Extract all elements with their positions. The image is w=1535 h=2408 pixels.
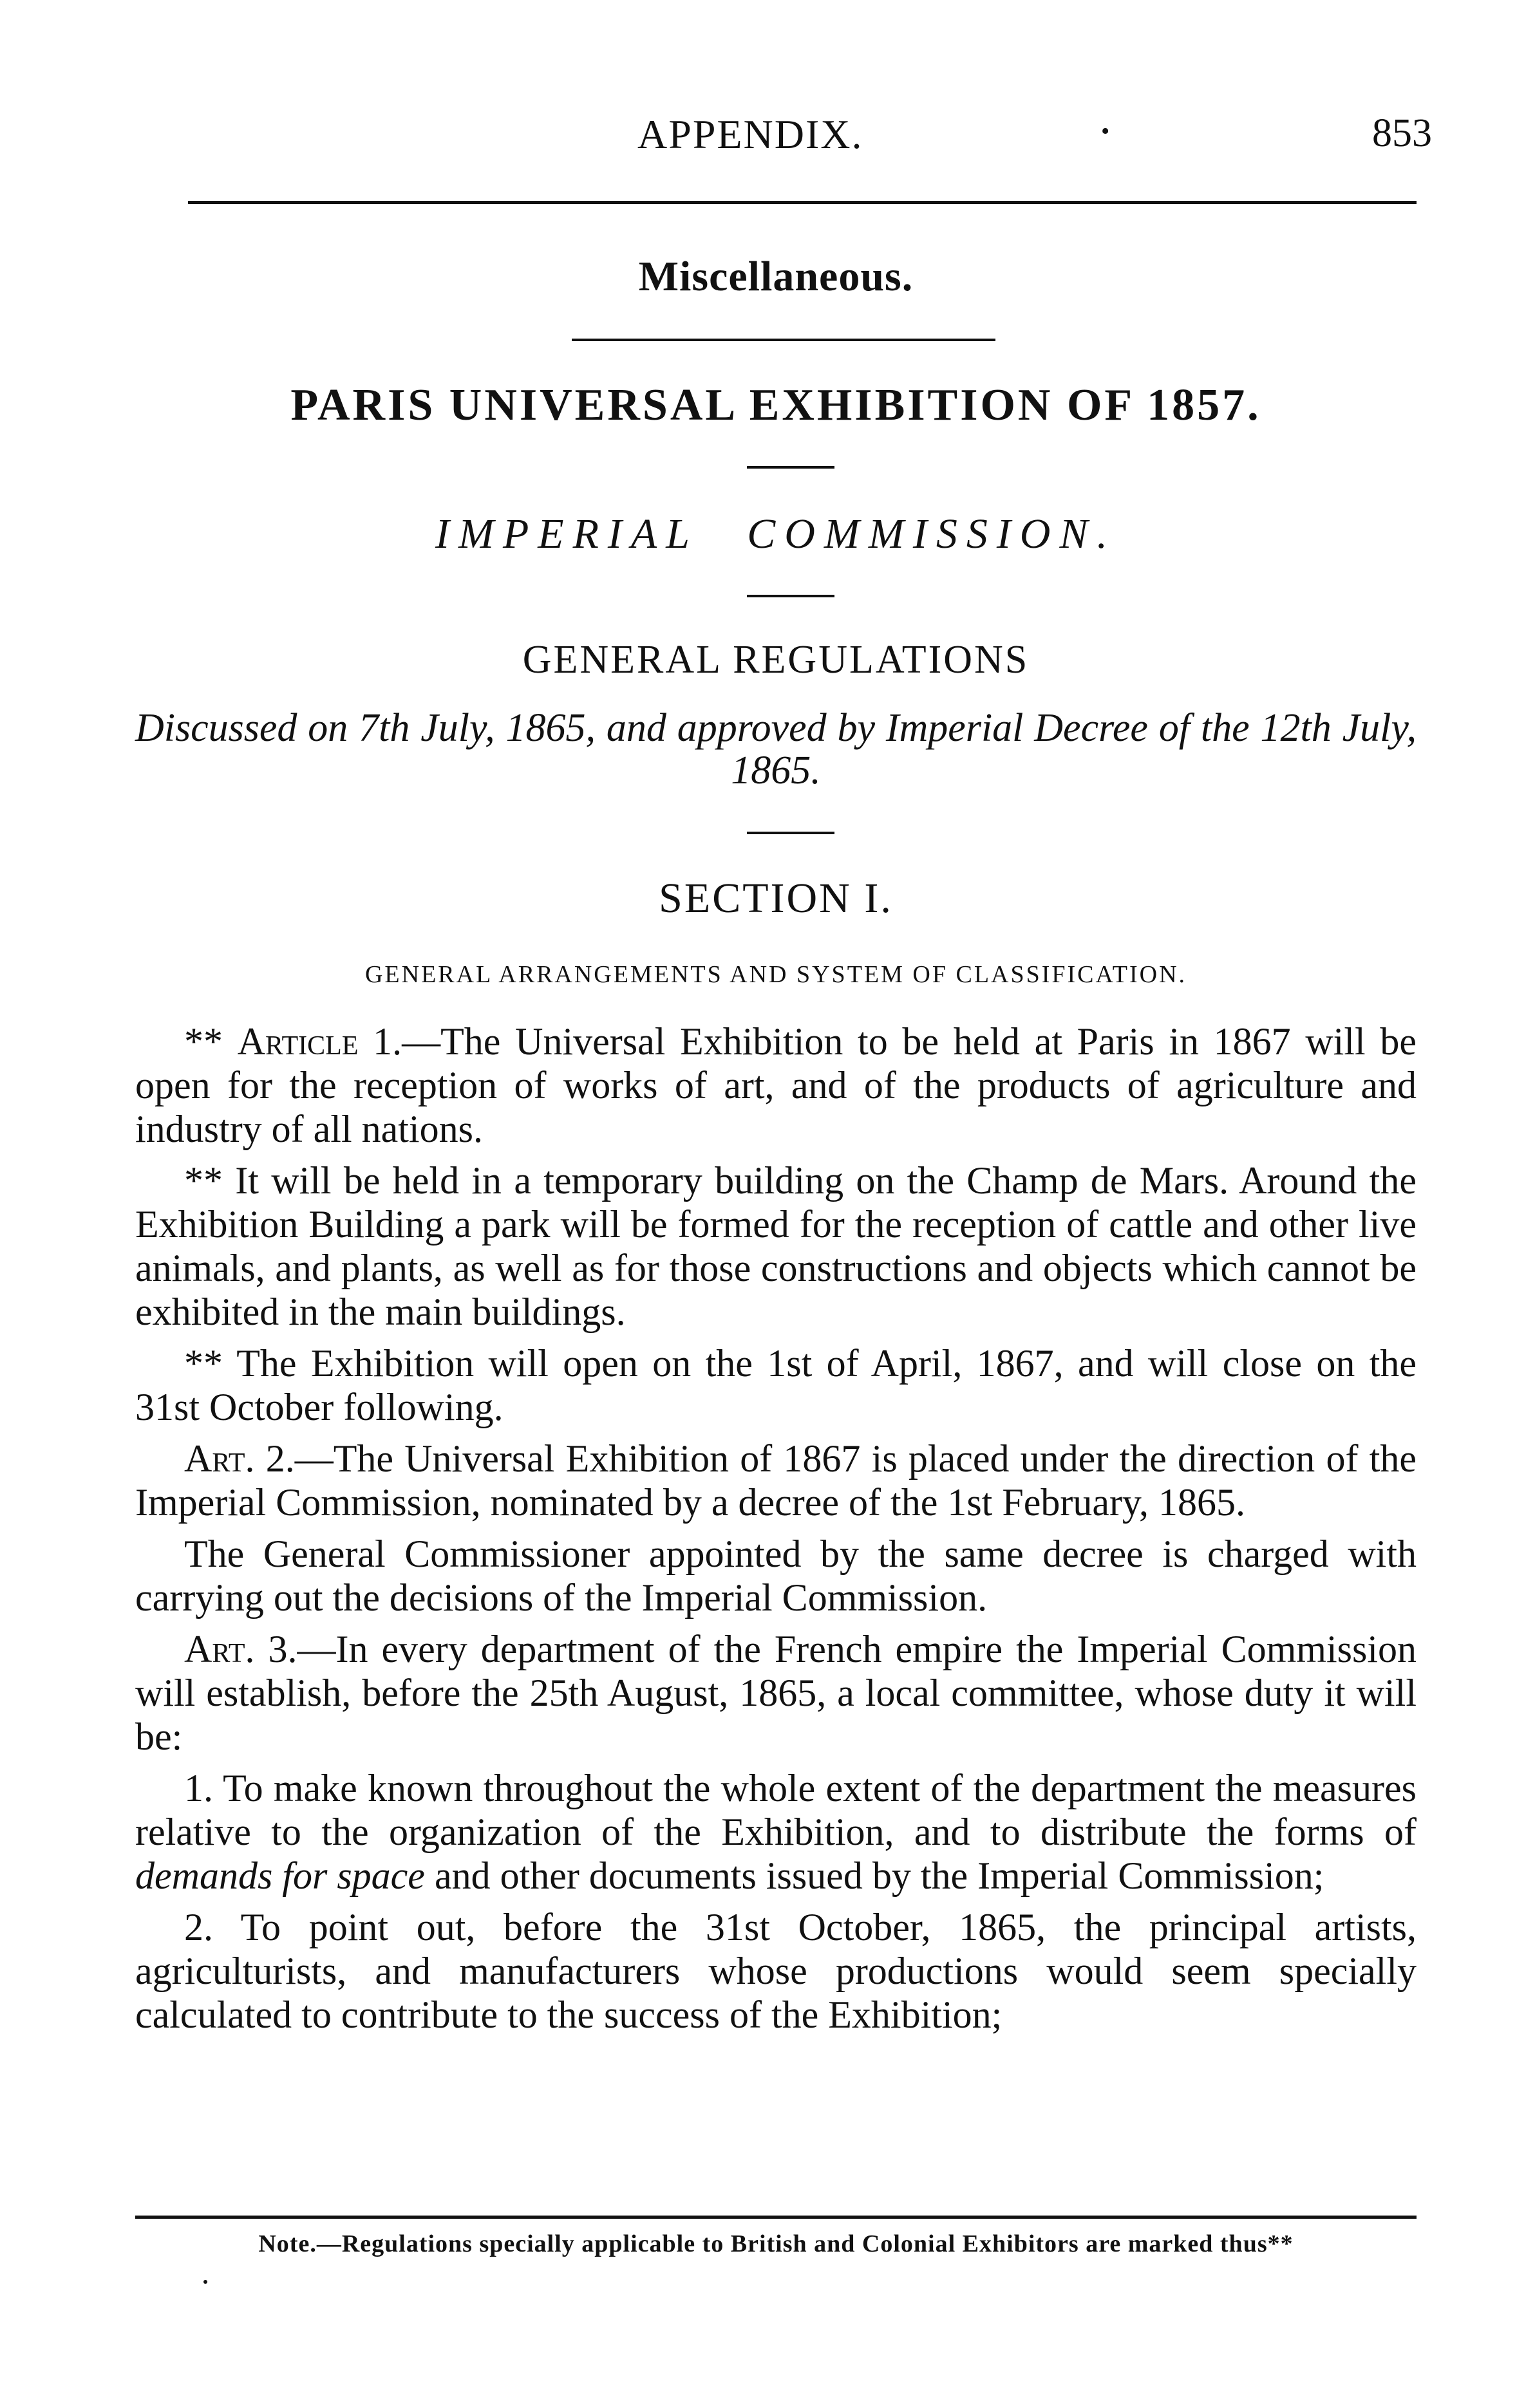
paragraph-article-3	[135, 1627, 1417, 1759]
paragraph-building: ** It will be held in a temporary building on the Champ de Mars. Around the Exhibition Building a park will be formed for the reception of cattle and other live animals, and plants, as well as for those constructions and objects which cannot be exhibited in the main buildings.	[135, 1159, 1417, 1333]
divider-rule	[747, 466, 834, 469]
paragraph-article-2	[135, 1437, 1417, 1524]
printer-mark: •	[1101, 118, 1110, 145]
exhibition-title: PARIS UNIVERSAL EXHIBITION OF 1857.	[290, 380, 1261, 430]
ink-dot	[203, 2280, 207, 2284]
paragraph-text: —In every department of the French empire the Imperial Commission will establish, before the 25th August, 1865, a local committee, whose duty it will be:	[135, 1628, 1417, 1758]
divider-rule	[747, 595, 834, 597]
list-item-2: 2. To point out, before the 31st October, 1865, the principal artists, agriculturists, and manufacturers whose productions would seem specially calculated to contribute to the success of the Exhibition;	[135, 1906, 1417, 2036]
article-label: Art. 3.	[184, 1628, 297, 1670]
body-text	[135, 1020, 1417, 2037]
footnote: Note.—Regulations specially applicable to British and Colonial Exhibitors are marked thus**	[258, 2230, 1294, 2257]
section-heading-miscellaneous: Miscellaneous.	[638, 253, 914, 300]
article-label: Article 1.	[237, 1020, 402, 1063]
page-number: 853	[1372, 111, 1432, 155]
italic-phrase: demands for space	[135, 1854, 425, 1897]
footnote-rule	[135, 2216, 1417, 2219]
list-item-1	[135, 1766, 1417, 1898]
section-title: SECTION I.	[659, 875, 893, 922]
paragraph-general-commissioner: The General Commissioner appointed by the same decree is charged with carrying out the decisions of the Imperial Commission.	[135, 1533, 1417, 1619]
general-regulations-heading: GENERAL REGULATIONS	[522, 638, 1030, 682]
paragraph-text: 1. To make known throughout the whole extent of the department the measures relative to the organization of the Exhibition, and to distribute the forms of	[135, 1767, 1417, 1853]
commission-heading: IMPERIAL COMMISSION.	[435, 510, 1116, 557]
paragraph-article-1	[135, 1020, 1417, 1151]
section-subhead: GENERAL ARRANGEMENTS AND SYSTEM OF CLASSIFICATION.	[364, 961, 1187, 988]
divider-rule	[572, 339, 995, 341]
british-marker: **	[184, 1020, 223, 1063]
header-rule	[188, 201, 1417, 204]
decree-note: Discussed on 7th July, 1865, and approved by Imperial Decree of the 12th July, 1865.	[135, 706, 1417, 792]
running-head: APPENDIX.	[637, 111, 863, 157]
paragraph-text: —The Universal Exhibition to be held at Paris in 1867 will be open for the reception of works of art, and of the products of agriculture and industry of all nations.	[135, 1020, 1417, 1150]
article-label: Art. 2.	[184, 1437, 295, 1480]
paragraph-text: and other documents issued by the Imperial Commission;	[424, 1854, 1324, 1897]
divider-rule	[747, 832, 834, 834]
paragraph-text: —The Universal Exhibition of 1867 is placed under the direction of the Imperial Commission, nominated by a decree of the 1st February, 1865.	[135, 1437, 1417, 1524]
paragraph-dates: ** The Exhibition will open on the 1st of April, 1867, and will close on the 31st October following.	[135, 1342, 1417, 1428]
